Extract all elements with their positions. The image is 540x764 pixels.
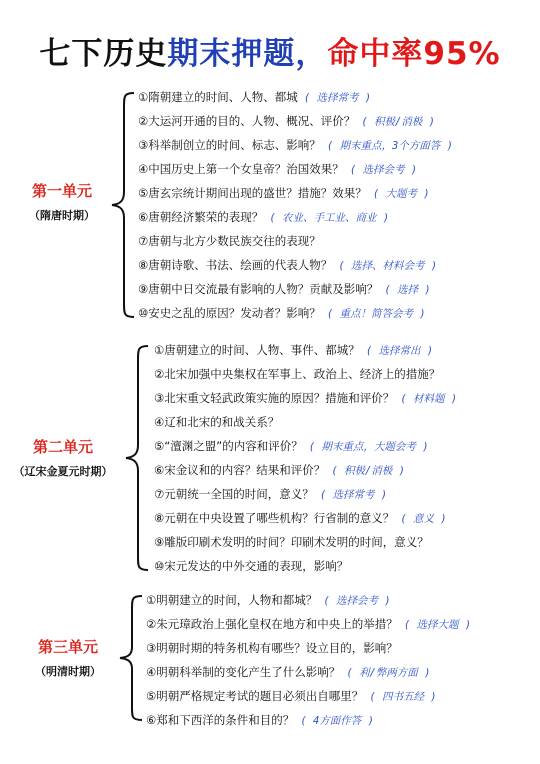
list-item — [154, 439, 429, 454]
item-text: ⑩安史之乱的原因？发动者？影响？ — [138, 306, 321, 320]
unit-1-name: 第一单元 — [31, 182, 92, 200]
item-text: ①隋朝建立的时间、人物、都城 — [138, 90, 298, 104]
page-title — [0, 28, 540, 73]
unit-2-name: 第二单元 — [32, 438, 93, 456]
item-text: ③北宋重文轻武政策实施的原因？措施和评价？ — [154, 391, 395, 405]
item-note: ( 选择常考 ) — [303, 92, 372, 104]
item-note: ( 选择、材料会考 ) — [338, 260, 438, 272]
unit-2-label — [6, 436, 120, 479]
item-text: ⑥唐朝经济繁荣的表现？ — [138, 210, 264, 224]
list-item — [154, 511, 447, 526]
list-item — [146, 713, 374, 728]
item-text: ⑨雕版印刷术发明的时间？印刷术发明的时间，意义？ — [154, 535, 429, 549]
title-part-blue: 期末押题， — [167, 36, 328, 72]
list-item — [138, 306, 426, 321]
item-text: ①唐朝建立的时间、人物、事件、都城？ — [154, 343, 360, 357]
item-note: ( 意义 ) — [400, 513, 447, 525]
item-note: ( 重点！简答会考 ) — [326, 308, 426, 320]
item-text: ③科举制创立的时间、标志、影响？ — [138, 138, 321, 152]
item-note: ( 4方面作答 ) — [300, 715, 374, 727]
list-item — [138, 282, 431, 297]
list-item — [146, 593, 391, 608]
item-note: ( 积极/消极 ) — [361, 116, 435, 128]
item-note: ( 农业、手工业、商业 ) — [269, 212, 390, 224]
item-text: ⑥郑和下西洋的条件和目的？ — [146, 713, 295, 727]
item-note: ( 利/弊两方面 ) — [346, 667, 431, 679]
unit-3-name: 第三单元 — [37, 638, 98, 656]
list-item — [154, 367, 446, 382]
item-text: ④辽和北宋的和战关系？ — [154, 415, 280, 429]
list-item — [138, 210, 389, 225]
item-text: ⑧元朝在中央设置了哪些机构？行省制的意义？ — [154, 511, 395, 525]
item-text: ⑤明朝严格规定考试的题目必须出自哪里？ — [146, 689, 364, 703]
item-text: ⑨唐朝中日交流最有影响的人物？贡献及影响？ — [138, 282, 379, 296]
item-text: ⑤“澶渊之盟”的内容和评价？ — [154, 439, 303, 453]
item-note: ( 期末重点，大题会考 ) — [308, 441, 429, 453]
item-text: ②大运河开通的目的、人物、概况、评价？ — [138, 114, 356, 128]
list-item — [138, 186, 430, 201]
unit-2-brace — [122, 343, 152, 573]
item-text: ②朱元璋政治上强化皇权在地方和中央上的举措？ — [146, 617, 398, 631]
list-item — [146, 665, 430, 680]
item-text: ④明朝科举制的变化产生了什么影响？ — [146, 665, 341, 679]
title-part-black: 七下历史 — [39, 36, 168, 72]
item-note: ( 期末重点，3个方面答 ) — [326, 140, 453, 152]
list-item — [138, 138, 453, 153]
item-text: ⑥宋金议和的内容？结果和评价？ — [154, 463, 326, 477]
item-note: ( 选择会考 ) — [349, 164, 418, 176]
item-text: ⑩宋元发达的中外交通的表现，影响？ — [154, 559, 349, 573]
item-text: ⑦元朝统一全国的时间，意义？ — [154, 487, 314, 501]
item-text: ④中国历史上第一个女皇帝？治国效果？ — [138, 162, 344, 176]
item-note: ( 材料题 ) — [400, 393, 458, 405]
unit-3-brace — [116, 593, 146, 723]
list-item — [154, 391, 457, 406]
list-item — [154, 535, 435, 550]
list-item — [154, 415, 285, 430]
item-text: ⑦唐朝与北方少数民族交往的表现？ — [138, 234, 321, 248]
item-text: ⑤唐玄宗统计期间出现的盛世？措施？效果？ — [138, 186, 367, 200]
unit-3-period: （明清时期） — [35, 665, 101, 678]
item-note: ( 积极/消极 ) — [331, 465, 405, 477]
list-item — [138, 234, 327, 249]
list-item — [154, 559, 354, 574]
list-item — [138, 114, 435, 129]
list-item — [154, 463, 405, 478]
list-item — [146, 689, 437, 704]
list-item — [154, 487, 387, 502]
list-item — [138, 162, 417, 177]
list-item — [146, 617, 471, 632]
list-item — [154, 343, 433, 358]
item-note: ( 选择大题 ) — [403, 619, 472, 631]
item-note: ( 选择 ) — [384, 284, 431, 296]
item-text: ③明朝时期的特务机构有哪些？设立目的，影响？ — [146, 641, 398, 655]
unit-1-label — [14, 180, 110, 223]
unit-1-brace — [108, 90, 138, 320]
item-note: ( 大题考 ) — [372, 188, 430, 200]
item-note: ( 四书五经 ) — [369, 691, 437, 703]
item-text: ①明朝建立的时间，人物和都城？ — [146, 593, 318, 607]
item-text: ②北宋加强中央集权在军事上、政治上、经济上的措施？ — [154, 367, 441, 381]
item-note: ( 选择常出 ) — [365, 345, 434, 357]
item-note: ( 选择常考 ) — [319, 489, 388, 501]
list-item — [146, 641, 404, 656]
unit-3-label — [20, 636, 116, 679]
unit-1-period: （隋唐时期） — [29, 209, 95, 222]
title-part-red: 命中率95% — [327, 36, 501, 72]
item-text: ⑧唐朝诗歌、书法、绘画的代表人物？ — [138, 258, 333, 272]
list-item — [138, 258, 437, 273]
item-note: ( 选择会考 ) — [323, 595, 391, 607]
list-item — [138, 90, 371, 105]
unit-2-period: （辽宋金夏元时期） — [13, 465, 113, 478]
